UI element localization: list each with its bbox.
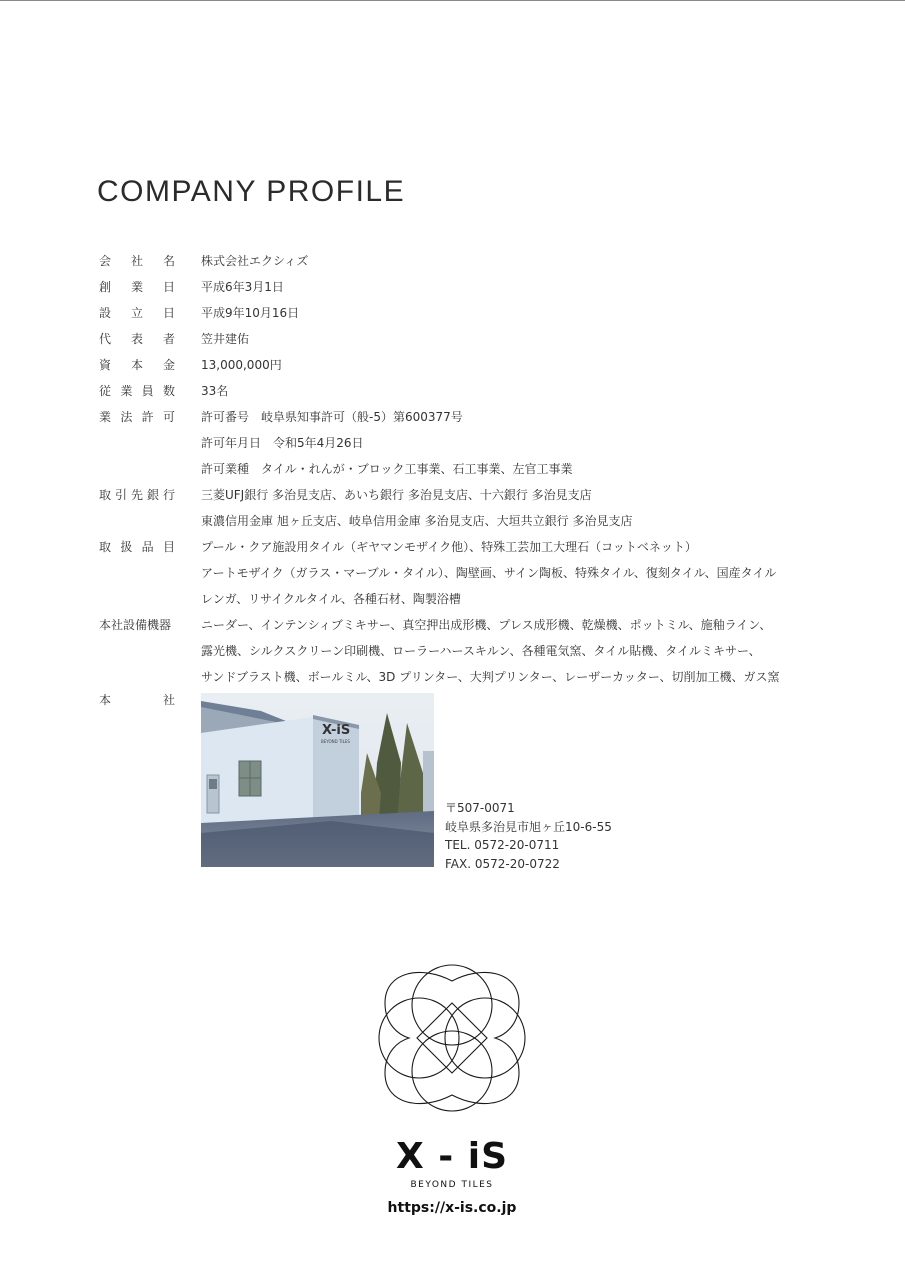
brand-block <box>352 1135 552 1216</box>
profile-row-value: 13,000,000円 <box>201 358 282 372</box>
label-char: 数 <box>162 384 175 398</box>
profile-row-value: 許可番号 岐阜県知事許可（般-5）第600377号 <box>201 410 463 424</box>
profile-row <box>99 274 819 300</box>
profile-row-label <box>99 274 175 300</box>
profile-row-value: ニーダー、インテンシィブミキサー、真空押出成形機、プレス成形機、乾燥機、ポットミル、施釉ライン、 <box>201 618 772 632</box>
profile-row <box>99 326 819 352</box>
profile-row-label <box>99 326 175 352</box>
label-char: 取 <box>99 540 112 554</box>
profile-row-label <box>99 300 175 326</box>
profile-row <box>99 404 819 482</box>
label-char: 従 <box>99 384 112 398</box>
profile-row-label <box>99 352 175 378</box>
label-char: 扱 <box>120 540 133 554</box>
building-sign-tagline: BEYOND TILES <box>321 739 350 744</box>
label-char: 名 <box>162 254 175 268</box>
label-char: 法 <box>120 410 133 424</box>
profile-row-values <box>201 274 284 300</box>
hq-address <box>445 799 612 873</box>
label-char: 品 <box>141 540 154 554</box>
brand-tagline: BEYOND TILES <box>410 1180 494 1190</box>
label-char: 社 <box>162 693 175 707</box>
building-illustration <box>201 693 434 867</box>
label-char: 日 <box>162 280 175 294</box>
profile-row-value: サンドブラスト機、ボールミル、3D プリンター、大判プリンター、レーザーカッター、切削加工機、ガス窯 <box>201 670 780 684</box>
label-char: 社 <box>130 254 143 268</box>
profile-row-label <box>99 534 175 560</box>
profile-row-value: 株式会社エクシィズ <box>201 254 309 268</box>
label-char: 員 <box>141 384 154 398</box>
profile-row-values <box>201 534 776 612</box>
profile-row-values <box>201 482 632 534</box>
hq-label <box>99 687 175 713</box>
address-line: FAX. 0572-20-0722 <box>445 856 560 871</box>
profile-row-values <box>201 300 299 326</box>
label-char: 資 <box>99 358 112 372</box>
website-link[interactable]: https://x-is.co.jp <box>387 1200 517 1216</box>
address-line: 〒507-0071 <box>445 801 515 815</box>
profile-row-label <box>99 482 175 508</box>
profile-row-label <box>99 404 175 430</box>
label-char: 本社設備機器 <box>99 618 172 632</box>
profile-row-value: 33名 <box>201 384 229 398</box>
label-char: 日 <box>162 306 175 320</box>
profile-row <box>99 612 819 690</box>
page-title: COMPANY PROFILE <box>97 175 406 208</box>
building-sign: X-iS <box>322 723 351 738</box>
label-char: 会 <box>99 254 112 268</box>
headquarters-photo <box>201 693 434 867</box>
profile-row-values <box>201 404 573 482</box>
profile-row-value: 平成9年10月16日 <box>201 306 300 320</box>
profile-row <box>99 300 819 326</box>
profile-row-values <box>201 326 249 352</box>
address-line: TEL. 0572-20-0711 <box>445 838 560 852</box>
profile-table <box>99 248 819 690</box>
label-char: 業 <box>120 384 133 398</box>
label-char: 代 <box>99 332 112 346</box>
label-char: 先 <box>130 488 143 502</box>
profile-row-value: アートモザイク（ガラス・マーブル・タイル）、陶壁画、サイン陶板、特殊タイル、復刻タイル、国産タイル <box>201 566 777 580</box>
label-char: 目 <box>162 540 175 554</box>
profile-row-value: 許可年月日 令和5年4月26日 <box>201 436 364 450</box>
profile-row-label <box>99 378 175 404</box>
label-char: 許 <box>141 410 154 424</box>
profile-row-value: 露光機、シルクスクリーン印刷機、ローラーハースキルン、各種電気窯、タイル貼機、タイルミキサー、 <box>201 644 761 658</box>
label-char: 業 <box>130 280 143 294</box>
profile-row-values <box>201 248 308 274</box>
profile-row-value: 笠井建佑 <box>201 332 250 346</box>
profile-row <box>99 378 819 404</box>
label-char: 本 <box>99 693 112 707</box>
label-char: 取 <box>99 488 112 502</box>
label-char: 本 <box>130 358 143 372</box>
label-char: 創 <box>99 280 112 294</box>
label-char: 者 <box>162 332 175 346</box>
profile-row-values <box>201 352 282 378</box>
label-char: 設 <box>99 306 112 320</box>
profile-row <box>99 482 819 534</box>
profile-row-value: レンガ、リサイクルタイル、各種石材、陶製浴槽 <box>201 592 461 606</box>
profile-row-value: 三菱UFJ銀行 多治見支店、あいち銀行 多治見支店、十六銀行 多治見支店 <box>201 488 592 502</box>
label-char: 銀 <box>146 488 159 502</box>
label-char: 引 <box>114 488 127 502</box>
profile-row-value: 平成6年3月1日 <box>201 280 284 294</box>
label-char: 表 <box>130 332 143 346</box>
top-rule <box>0 0 905 1</box>
profile-row-values <box>201 378 228 404</box>
label-char: 業 <box>99 410 112 424</box>
label-char: 行 <box>162 488 175 502</box>
profile-row-label <box>99 612 175 638</box>
label-char: 可 <box>162 410 175 424</box>
brand-emblem-icon <box>377 963 527 1113</box>
label-char: 金 <box>162 358 175 372</box>
profile-row-label <box>99 248 175 274</box>
profile-row <box>99 352 819 378</box>
profile-row-value: プール・クア施設用タイル（ギヤマンモザイク他）、特殊工芸加工大理石（コットベネット） <box>201 540 697 554</box>
profile-row <box>99 248 819 274</box>
profile-row <box>99 534 819 612</box>
profile-row-value: 東濃信用金庫 旭ヶ丘支店、岐阜信用金庫 多治見支店、大垣共立銀行 多治見支店 <box>201 514 633 528</box>
address-line: 岐阜県多治見市旭ヶ丘10-6-55 <box>445 819 612 834</box>
label-char: 立 <box>130 306 143 320</box>
profile-row-value: 許可業種 タイル・れんが・ブロック工事業、石工事業、左官工事業 <box>201 462 573 476</box>
profile-row-values <box>201 612 779 690</box>
brand-logo: X - iS <box>395 1136 509 1177</box>
